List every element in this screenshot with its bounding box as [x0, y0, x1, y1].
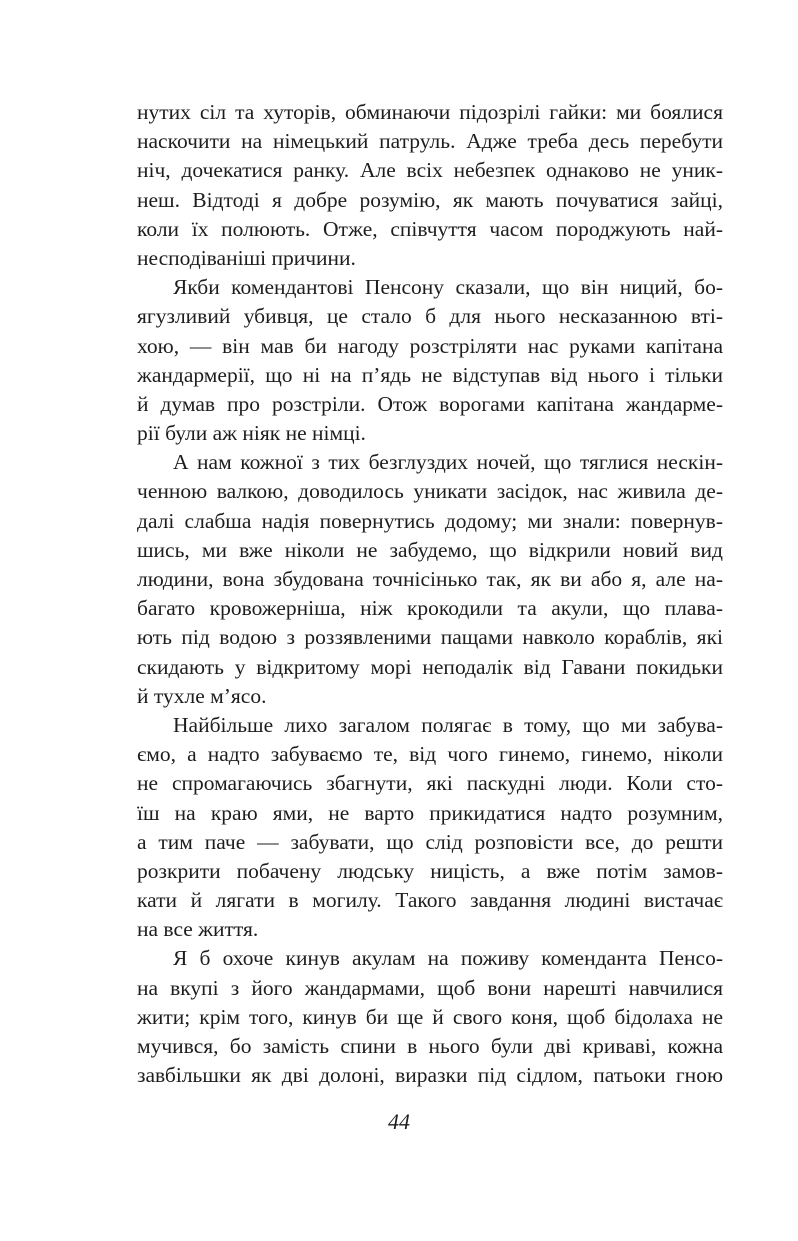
text-line: нутих сіл та хуторів, обминаючи підозрілі гайки: ми боялися: [137, 100, 723, 124]
text-line: ніч, дочекатися ранку. Але всіх небезпек однаково не уник-: [137, 158, 723, 183]
text-line: кати й лягати в могилу. Такого завдання людині вистачає: [137, 888, 723, 913]
text-line: А нам кожної з тих безглуздих ночей, що тяглися нескін-: [173, 450, 723, 475]
text-line: жандармерії, що ні на п’ядь не відступав від нього і тільки: [137, 362, 723, 387]
text-line: скидають у відкритому морі неподалік від Гавани покидьки: [137, 654, 723, 679]
text-line: не спромагаючись збагнути, які паскудні люди. Коли сто-: [137, 771, 723, 796]
text-line: ягузливий убивця, це стало б для нього несказанною вті-: [137, 304, 723, 329]
text-line: на все життя.: [137, 917, 259, 942]
text-line: й тухле м’ясо.: [137, 683, 267, 708]
text-line: коли їх полюють. Отже, співчуття часом породжують най-: [137, 216, 723, 241]
body-text: [137, 98, 723, 1090]
text-line: людини, вона збудована точнісінько так, як ви або я, але на-: [137, 567, 723, 591]
text-line: жити; крім того, кинув би ще й свого коня, щоб бідолаха не: [137, 1004, 723, 1029]
text-line: далі слабша надія повернутись додому; ми знали: повернув-: [137, 508, 723, 533]
text-line: на вкупі з його жандармами, щоб вони нарешті навчилися: [137, 975, 723, 1000]
text-line: Я б охоче кинув акулам на поживу коменданта Пенсо-: [173, 946, 723, 971]
text-line: ченною валкою, доводилось уникати засідок, нас живила де-: [137, 479, 723, 504]
text-line: а тим паче — забувати, що слід розповісти все, до решти: [137, 829, 723, 854]
text-line: рії були аж ніяк не німці.: [137, 421, 366, 446]
text-line: Найбільше лихо загалом полягає в тому, що ми забува-: [173, 712, 723, 737]
text-line: ють під водою з роззявленими пащами навколо кораблів, які: [137, 625, 723, 650]
text-line: й думав про розстріли. Отож ворогами капітана жандарме-: [137, 391, 723, 416]
text-line: хою, — він мав би нагоду розстріляти нас руками капітана: [137, 333, 723, 358]
text-line: завбільшки як дві долоні, виразки під сідлом, патьоки гною: [137, 1063, 723, 1088]
text-line: Якби комендантові Пенсону сказали, що він ниций, бо-: [173, 275, 723, 300]
text-line: мучився, бо замість спини в нього були дві криваві, кожна: [137, 1034, 723, 1058]
text-line: неш. Відтоді я добре розумію, як мають почуватися зайці,: [137, 187, 723, 212]
text-line: їш на краю ями, не варто прикидатися надто розумним,: [137, 800, 723, 825]
text-line: наскочити на німецький патруль. Адже треба десь перебути: [137, 129, 723, 154]
page-number: 44: [388, 1109, 410, 1134]
text-line: розкрити побачену людську ницість, а вже потім замов-: [137, 858, 723, 883]
text-line: несподіваніші причини.: [137, 245, 356, 270]
text-line: ємо, а надто забуваємо те, від чого гинемо, гинемо, ніколи: [137, 742, 723, 767]
text-line: шись, ми вже ніколи не забудемо, що відкрили новий вид: [137, 537, 723, 562]
text-line: багато кровожерніша, ніж крокодили та акули, що плава-: [137, 596, 723, 621]
